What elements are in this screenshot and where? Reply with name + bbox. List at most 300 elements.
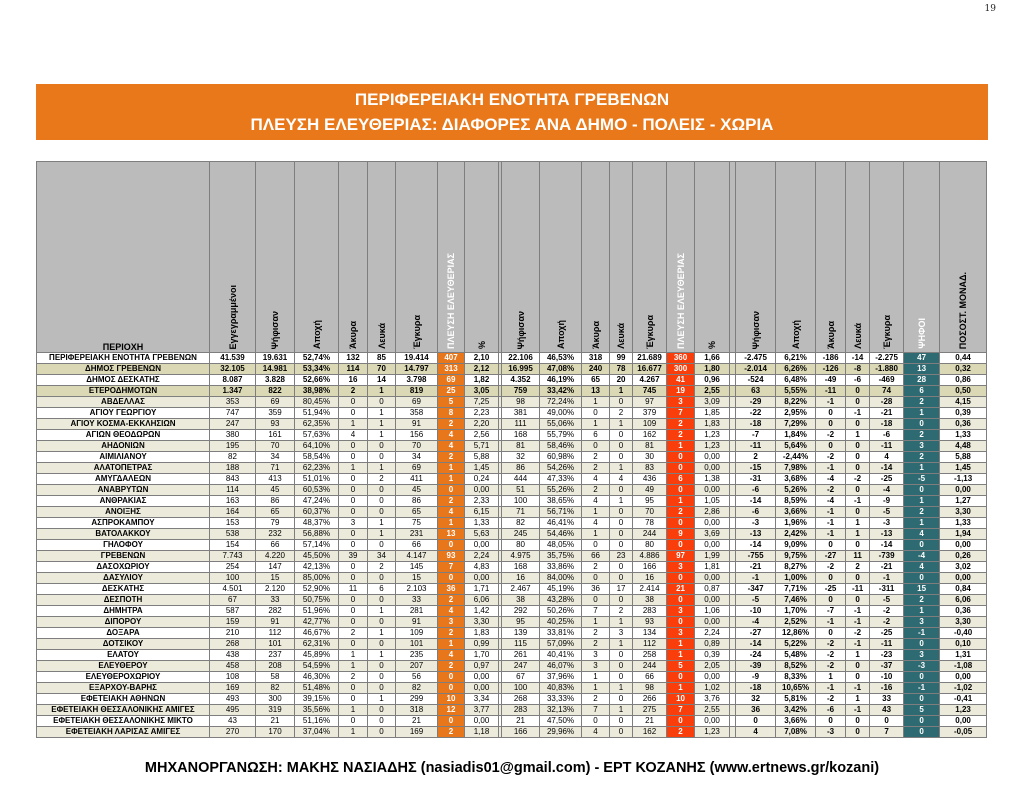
cell-may-4: 109 xyxy=(633,419,667,430)
cell-may-2: 0 xyxy=(582,540,610,551)
cell-june-5: 4.147 xyxy=(396,551,438,562)
cell-diff-5: 0 xyxy=(904,485,940,496)
table-row xyxy=(37,529,987,540)
cell-june-1: 86 xyxy=(256,496,295,507)
cell-diff-1: 8,27% xyxy=(776,562,816,573)
cell-may-4: 97 xyxy=(633,397,667,408)
cell-diff-0: -1 xyxy=(736,573,776,584)
cell-may-2: 1 xyxy=(582,683,610,694)
cell-june-4: 1 xyxy=(368,529,396,540)
cell-june-4: 85 xyxy=(368,353,396,364)
cell-may-3: 1 xyxy=(610,683,633,694)
cell-diff-3: 0 xyxy=(846,573,870,584)
cell-diff-1: 7,71% xyxy=(776,584,816,595)
cell-june-3: 2 xyxy=(339,628,368,639)
cell-june-5: 69 xyxy=(396,397,438,408)
cell-diff-5: 2 xyxy=(904,430,940,441)
cell-area-name: ΕΤΕΡΟΔΗΜΟΤΩΝ xyxy=(37,386,210,397)
cell-diff-2: -1 xyxy=(816,507,846,518)
cell-june-0: 163 xyxy=(210,496,256,507)
cell-june-0: 247 xyxy=(210,419,256,430)
cell-diff-6: 1,45 xyxy=(940,463,987,474)
cell-diff-0: 2 xyxy=(736,452,776,463)
table-row xyxy=(37,507,987,518)
cell-june-5: 56 xyxy=(396,672,438,683)
cell-diff-1: 7,98% xyxy=(776,463,816,474)
cell-may-1: 46,53% xyxy=(540,353,582,364)
cell-may-1: 55,79% xyxy=(540,430,582,441)
cell-june-5: 358 xyxy=(396,408,438,419)
cell-diff-0: -14 xyxy=(736,540,776,551)
cell-june-2: 57,63% xyxy=(295,430,339,441)
cell-area-name: ΔΑΣΟΧΩΡΙΟΥ xyxy=(37,562,210,573)
column-header-row xyxy=(37,162,987,353)
title-line-2: ΠΛΕΥΣΗ ΕΛΕΥΘΕΡΙΑΣ: ΔΙΑΦΟΡΕΣ ΑΝΑ ΔΗΜΟ - ΠΟΛΕΙΣ - ΧΩΡΙΑ xyxy=(250,115,774,134)
cell-diff-5: 5 xyxy=(904,705,940,716)
cell-june-6: 1 xyxy=(438,518,465,529)
cell-june-2: 51,16% xyxy=(295,716,339,727)
cell-diff-1: 1,84% xyxy=(776,430,816,441)
cell-june-0: 67 xyxy=(210,595,256,606)
cell-diff-2: 0 xyxy=(816,408,846,419)
cell-area-name: ΑΛΑΤΟΠΕΤΡΑΣ xyxy=(37,463,210,474)
cell-may-4: 134 xyxy=(633,628,667,639)
cell-diff-3: 0 xyxy=(846,540,870,551)
cell-may-6: 0,00 xyxy=(695,672,730,683)
cell-may-4: 4.267 xyxy=(633,375,667,386)
cell-diff-1: 5,64% xyxy=(776,441,816,452)
cell-may-1: 46,07% xyxy=(540,661,582,672)
cell-diff-6: 0,00 xyxy=(940,540,987,551)
cell-area-name: ΔΟΤΣΙΚΟΥ xyxy=(37,639,210,650)
cell-diff-0: -7 xyxy=(736,430,776,441)
cell-may-5: 21 xyxy=(667,584,695,595)
column-header-percent-june xyxy=(465,162,499,353)
cell-may-5: 9 xyxy=(667,529,695,540)
cell-may-2: 318 xyxy=(582,353,610,364)
group-header-june: ΒΟΥΛΕΥΤΙΚΕΣ ΕΚΛΟΓΕΣ 25ΗΣ ΙΟΥΝΙΟΥ 2023 xyxy=(210,148,499,162)
cell-diff-5: 0 xyxy=(904,716,940,727)
cell-diff-0: -9 xyxy=(736,672,776,683)
cell-area-name: ΓΡΕΒΕΝΩΝ xyxy=(37,551,210,562)
cell-june-5: 299 xyxy=(396,694,438,705)
cell-june-3: 1 xyxy=(339,463,368,474)
cell-diff-2: -6 xyxy=(816,705,846,716)
cell-diff-3: 1 xyxy=(846,529,870,540)
cell-diff-0: 63 xyxy=(736,386,776,397)
table-row xyxy=(37,683,987,694)
cell-june-2: 54,59% xyxy=(295,661,339,672)
cell-june-1: 170 xyxy=(256,727,295,738)
cell-area-name: ΑΜΥΓΔΑΛΕΩΝ xyxy=(37,474,210,485)
cell-june-5: 231 xyxy=(396,529,438,540)
cell-diff-2: 1 xyxy=(816,672,846,683)
cell-may-4: 38 xyxy=(633,595,667,606)
cell-diff-6: 4,15 xyxy=(940,397,987,408)
cell-may-3: 0 xyxy=(610,727,633,738)
cell-may-3: 0 xyxy=(610,540,633,551)
cell-area-name: ΕΦΕΤΕΙΑΚΗ ΑΘΗΝΩΝ xyxy=(37,694,210,705)
cell-june-2: 85,00% xyxy=(295,573,339,584)
cell-june-4: 0 xyxy=(368,573,396,584)
cell-may-6: 0,00 xyxy=(695,540,730,551)
cell-may-0: 261 xyxy=(502,650,540,661)
cell-june-6: 2 xyxy=(438,452,465,463)
cell-june-2: 51,94% xyxy=(295,408,339,419)
cell-june-2: 35,56% xyxy=(295,705,339,716)
cell-may-2: 2 xyxy=(582,485,610,496)
cell-june-3: 39 xyxy=(339,551,368,562)
cell-june-4: 0 xyxy=(368,639,396,650)
cell-june-7: 5,63 xyxy=(465,529,499,540)
cell-diff-2: -2 xyxy=(816,661,846,672)
cell-may-5: 0 xyxy=(667,452,695,463)
cell-june-6: 2 xyxy=(438,419,465,430)
table-row xyxy=(37,452,987,463)
cell-june-7: 3,77 xyxy=(465,705,499,716)
cell-may-1: 56,71% xyxy=(540,507,582,518)
cell-may-0: 283 xyxy=(502,705,540,716)
cell-may-2: 1 xyxy=(582,617,610,628)
cell-may-4: 83 xyxy=(633,463,667,474)
cell-diff-4: -739 xyxy=(870,551,904,562)
cell-may-0: 71 xyxy=(502,507,540,518)
cell-may-0: 81 xyxy=(502,441,540,452)
cell-area-name: ΑΝΘΡΑΚΙΑΣ xyxy=(37,496,210,507)
cell-may-4: 70 xyxy=(633,507,667,518)
cell-june-1: 300 xyxy=(256,694,295,705)
cell-may-3: 99 xyxy=(610,353,633,364)
cell-diff-4: 0 xyxy=(870,716,904,727)
cell-june-4: 1 xyxy=(368,694,396,705)
cell-may-6: 1,23 xyxy=(695,727,730,738)
column-header-valid-june xyxy=(396,162,438,353)
cell-diff-1: 5,48% xyxy=(776,650,816,661)
cell-june-2: 64,10% xyxy=(295,441,339,452)
cell-june-4: 0 xyxy=(368,595,396,606)
cell-diff-0: -347 xyxy=(736,584,776,595)
cell-diff-1: 7,08% xyxy=(776,727,816,738)
cell-diff-3: -1 xyxy=(846,639,870,650)
cell-diff-1: 6,48% xyxy=(776,375,816,386)
cell-diff-2: -25 xyxy=(816,584,846,595)
cell-june-7: 0,97 xyxy=(465,661,499,672)
cell-june-3: 0 xyxy=(339,595,368,606)
column-header-label: Λευκά xyxy=(616,323,627,349)
cell-may-0: 247 xyxy=(502,661,540,672)
cell-june-2: 45,50% xyxy=(295,551,339,562)
cell-diff-1: 2,52% xyxy=(776,617,816,628)
cell-june-2: 37,04% xyxy=(295,727,339,738)
page-number: 19 xyxy=(984,4,996,14)
cell-area-name: ΕΦΕΤΕΙΑΚΗ ΘΕΣΣΑΛΟΝΙΚΗΣ ΜΙΚΤΟ xyxy=(37,716,210,727)
cell-may-0: 4.975 xyxy=(502,551,540,562)
cell-area-name: ΠΕΡΙΦΕΡΕΙΑΚΗ ΕΝΟΤΗΤΑ ΓΡΕΒΕΝΩΝ xyxy=(37,353,210,364)
cell-june-1: 14.981 xyxy=(256,364,295,375)
cell-diff-0: -31 xyxy=(736,474,776,485)
cell-diff-3: 0 xyxy=(846,716,870,727)
cell-june-2: 46,67% xyxy=(295,628,339,639)
cell-area-name: ΔΕΣΚΑΤΗΣ xyxy=(37,584,210,595)
cell-may-6: 2,55 xyxy=(695,386,730,397)
column-header-label: Ψήφισαν xyxy=(270,310,280,349)
cell-area-name: ΒΑΤΟΛΑΚΚΟΥ xyxy=(37,529,210,540)
cell-may-3: 0 xyxy=(610,430,633,441)
cell-june-5: 235 xyxy=(396,650,438,661)
cell-may-1: 46,41% xyxy=(540,518,582,529)
cell-may-3: 0 xyxy=(610,573,633,584)
cell-may-4: 21 xyxy=(633,716,667,727)
cell-june-3: 0 xyxy=(339,452,368,463)
cell-may-1: 60,98% xyxy=(540,452,582,463)
cell-diff-6: 0,50 xyxy=(940,386,987,397)
cell-june-7: 4,83 xyxy=(465,562,499,573)
cell-june-4: 1 xyxy=(368,386,396,397)
cell-june-3: 0 xyxy=(339,606,368,617)
column-header-label: Αποχή xyxy=(555,320,566,349)
column-header-blank-may xyxy=(610,162,633,353)
cell-may-6: 0,00 xyxy=(695,617,730,628)
table-row xyxy=(37,661,987,672)
cell-diff-5: 6 xyxy=(904,386,940,397)
cell-diff-4: 33 xyxy=(870,694,904,705)
cell-may-4: 266 xyxy=(633,694,667,705)
cell-june-5: 70 xyxy=(396,441,438,452)
cell-diff-0: 0 xyxy=(736,716,776,727)
cell-may-2: 1 xyxy=(582,397,610,408)
cell-may-3: 1 xyxy=(610,419,633,430)
cell-june-5: 19.414 xyxy=(396,353,438,364)
cell-may-6: 2,86 xyxy=(695,507,730,518)
cell-may-4: 166 xyxy=(633,562,667,573)
cell-june-5: 145 xyxy=(396,562,438,573)
cell-may-1: 47,33% xyxy=(540,474,582,485)
cell-area-name: ΔΟΞΑΡΑ xyxy=(37,628,210,639)
cell-diff-0: -13 xyxy=(736,529,776,540)
cell-june-0: 4.501 xyxy=(210,584,256,595)
cell-may-1: 33,81% xyxy=(540,628,582,639)
cell-diff-4: 4 xyxy=(870,452,904,463)
cell-june-4: 1 xyxy=(368,518,396,529)
cell-may-3: 0 xyxy=(610,694,633,705)
cell-june-0: 169 xyxy=(210,683,256,694)
cell-june-3: 0 xyxy=(339,694,368,705)
table-row xyxy=(37,727,987,738)
cell-diff-4: 43 xyxy=(870,705,904,716)
cell-may-5: 19 xyxy=(667,386,695,397)
cell-diff-5: 3 xyxy=(904,441,940,452)
cell-diff-2: -1 xyxy=(816,397,846,408)
cell-diff-4: -14 xyxy=(870,540,904,551)
cell-diff-6: 0,32 xyxy=(940,364,987,375)
cell-diff-1: 9,75% xyxy=(776,551,816,562)
cell-june-3: 16 xyxy=(339,375,368,386)
cell-may-1: 58,46% xyxy=(540,441,582,452)
column-header-label: Έγκυρα xyxy=(881,314,892,349)
cell-may-3: 0 xyxy=(610,485,633,496)
cell-may-4: 78 xyxy=(633,518,667,529)
cell-may-3: 0 xyxy=(610,650,633,661)
cell-june-1: 65 xyxy=(256,507,295,518)
cell-diff-4: 74 xyxy=(870,386,904,397)
cell-may-0: 381 xyxy=(502,408,540,419)
cell-diff-4: -9 xyxy=(870,496,904,507)
cell-diff-5: 3 xyxy=(904,650,940,661)
cell-june-0: 43 xyxy=(210,716,256,727)
cell-area-name: ΔΗΜΟΣ ΓΡΕΒΕΝΩΝ xyxy=(37,364,210,375)
cell-may-2: 4 xyxy=(582,727,610,738)
cell-diff-2: 0 xyxy=(816,628,846,639)
cell-june-4: 0 xyxy=(368,705,396,716)
cell-may-6: 0,00 xyxy=(695,485,730,496)
cell-june-1: 237 xyxy=(256,650,295,661)
cell-june-3: 11 xyxy=(339,584,368,595)
cell-june-2: 42,77% xyxy=(295,617,339,628)
cell-diff-0: -27 xyxy=(736,628,776,639)
cell-june-7: 0,24 xyxy=(465,474,499,485)
cell-diff-1: 2,42% xyxy=(776,529,816,540)
cell-diff-1: 5,26% xyxy=(776,485,816,496)
cell-diff-0: -24 xyxy=(736,650,776,661)
cell-diff-3: 0 xyxy=(846,727,870,738)
cell-june-7: 1,70 xyxy=(465,650,499,661)
cell-diff-0: -39 xyxy=(736,661,776,672)
cell-june-1: 319 xyxy=(256,705,295,716)
column-header-label: % xyxy=(476,340,487,349)
cell-diff-6: 0,84 xyxy=(940,584,987,595)
cell-diff-2: -3 xyxy=(816,727,846,738)
cell-may-0: 139 xyxy=(502,628,540,639)
cell-diff-4: -23 xyxy=(870,650,904,661)
cell-june-2: 51,96% xyxy=(295,606,339,617)
cell-area-name: ΑΓΙΟΥ ΓΕΩΡΓΙΟΥ xyxy=(37,408,210,419)
column-header-blank-june xyxy=(368,162,396,353)
cell-diff-2: -4 xyxy=(816,496,846,507)
cell-june-3: 1 xyxy=(339,727,368,738)
cell-may-2: 0 xyxy=(582,595,610,606)
cell-may-3: 0 xyxy=(610,672,633,683)
cell-may-1: 35,75% xyxy=(540,551,582,562)
cell-may-3: 17 xyxy=(610,584,633,595)
cell-may-5: 41 xyxy=(667,375,695,386)
cell-may-0: 100 xyxy=(502,683,540,694)
cell-diff-0: -3 xyxy=(736,518,776,529)
cell-may-5: 0 xyxy=(667,485,695,496)
column-header-label: Αποχή xyxy=(311,320,322,349)
cell-may-0: 166 xyxy=(502,727,540,738)
cell-may-3: 1 xyxy=(610,617,633,628)
column-header-area: ΠΕΡΙΟΧΗ xyxy=(37,162,210,353)
cell-may-4: 162 xyxy=(633,430,667,441)
cell-diff-4: -28 xyxy=(870,397,904,408)
table-row xyxy=(37,540,987,551)
column-header-label: ΠΛΕΥΣΗ ΕΛΕΥΘΕΡΙΑΣ xyxy=(675,253,686,349)
cell-may-2: 2 xyxy=(582,452,610,463)
cell-diff-6: 0,00 xyxy=(940,573,987,584)
cell-diff-4: -2.275 xyxy=(870,353,904,364)
cell-may-2: 3 xyxy=(582,661,610,672)
cell-may-1: 55,26% xyxy=(540,485,582,496)
cell-may-5: 1 xyxy=(667,441,695,452)
cell-diff-1: 3,68% xyxy=(776,474,816,485)
cell-june-0: 82 xyxy=(210,452,256,463)
cell-june-3: 1 xyxy=(339,650,368,661)
cell-june-7: 0,00 xyxy=(465,716,499,727)
title-banner xyxy=(36,84,988,140)
table-row xyxy=(37,375,987,386)
column-header-party-june xyxy=(438,162,465,353)
cell-may-5: 0 xyxy=(667,617,695,628)
cell-diff-5: 1 xyxy=(904,496,940,507)
cell-diff-2: -186 xyxy=(816,353,846,364)
cell-june-2: 46,30% xyxy=(295,672,339,683)
cell-may-3: 1 xyxy=(610,463,633,474)
cell-june-5: 101 xyxy=(396,639,438,650)
cell-june-4: 1 xyxy=(368,408,396,419)
cell-may-4: 16.677 xyxy=(633,364,667,375)
cell-june-4: 14 xyxy=(368,375,396,386)
cell-june-1: 79 xyxy=(256,518,295,529)
cell-june-0: 268 xyxy=(210,639,256,650)
cell-june-4: 1 xyxy=(368,650,396,661)
cell-may-2: 240 xyxy=(582,364,610,375)
cell-diff-4: -1.880 xyxy=(870,364,904,375)
cell-diff-5: 2 xyxy=(904,397,940,408)
cell-diff-0: -18 xyxy=(736,419,776,430)
cell-diff-4: -311 xyxy=(870,584,904,595)
cell-june-3: 1 xyxy=(339,419,368,430)
cell-june-3: 0 xyxy=(339,617,368,628)
cell-may-6: 1,81 xyxy=(695,562,730,573)
cell-may-1: 47,50% xyxy=(540,716,582,727)
cell-june-3: 2 xyxy=(339,672,368,683)
cell-june-1: 21 xyxy=(256,716,295,727)
cell-diff-0: 32 xyxy=(736,694,776,705)
cell-diff-5: 4 xyxy=(904,562,940,573)
cell-diff-3: -1 xyxy=(846,496,870,507)
cell-may-2: 6 xyxy=(582,430,610,441)
cell-may-5: 1 xyxy=(667,683,695,694)
cell-june-0: 164 xyxy=(210,507,256,518)
cell-june-7: 2,23 xyxy=(465,408,499,419)
cell-june-5: 411 xyxy=(396,474,438,485)
cell-june-3: 132 xyxy=(339,353,368,364)
cell-june-5: 33 xyxy=(396,595,438,606)
cell-june-7: 1,18 xyxy=(465,727,499,738)
cell-june-0: 843 xyxy=(210,474,256,485)
cell-may-4: 98 xyxy=(633,683,667,694)
cell-june-5: 65 xyxy=(396,507,438,518)
cell-june-4: 0 xyxy=(368,540,396,551)
cell-june-0: 495 xyxy=(210,705,256,716)
table-row xyxy=(37,716,987,727)
cell-diff-4: -21 xyxy=(870,562,904,573)
cell-may-3: 0 xyxy=(610,397,633,408)
cell-diff-2: -27 xyxy=(816,551,846,562)
cell-june-0: 100 xyxy=(210,573,256,584)
cell-june-3: 4 xyxy=(339,430,368,441)
cell-june-0: 270 xyxy=(210,727,256,738)
table-row xyxy=(37,496,987,507)
cell-june-0: 587 xyxy=(210,606,256,617)
cell-may-3: 0 xyxy=(610,529,633,540)
table-row xyxy=(37,650,987,661)
cell-june-3: 0 xyxy=(339,639,368,650)
cell-diff-1: -2,44% xyxy=(776,452,816,463)
cell-may-0: 86 xyxy=(502,463,540,474)
cell-june-7: 0,99 xyxy=(465,639,499,650)
cell-june-0: 747 xyxy=(210,408,256,419)
